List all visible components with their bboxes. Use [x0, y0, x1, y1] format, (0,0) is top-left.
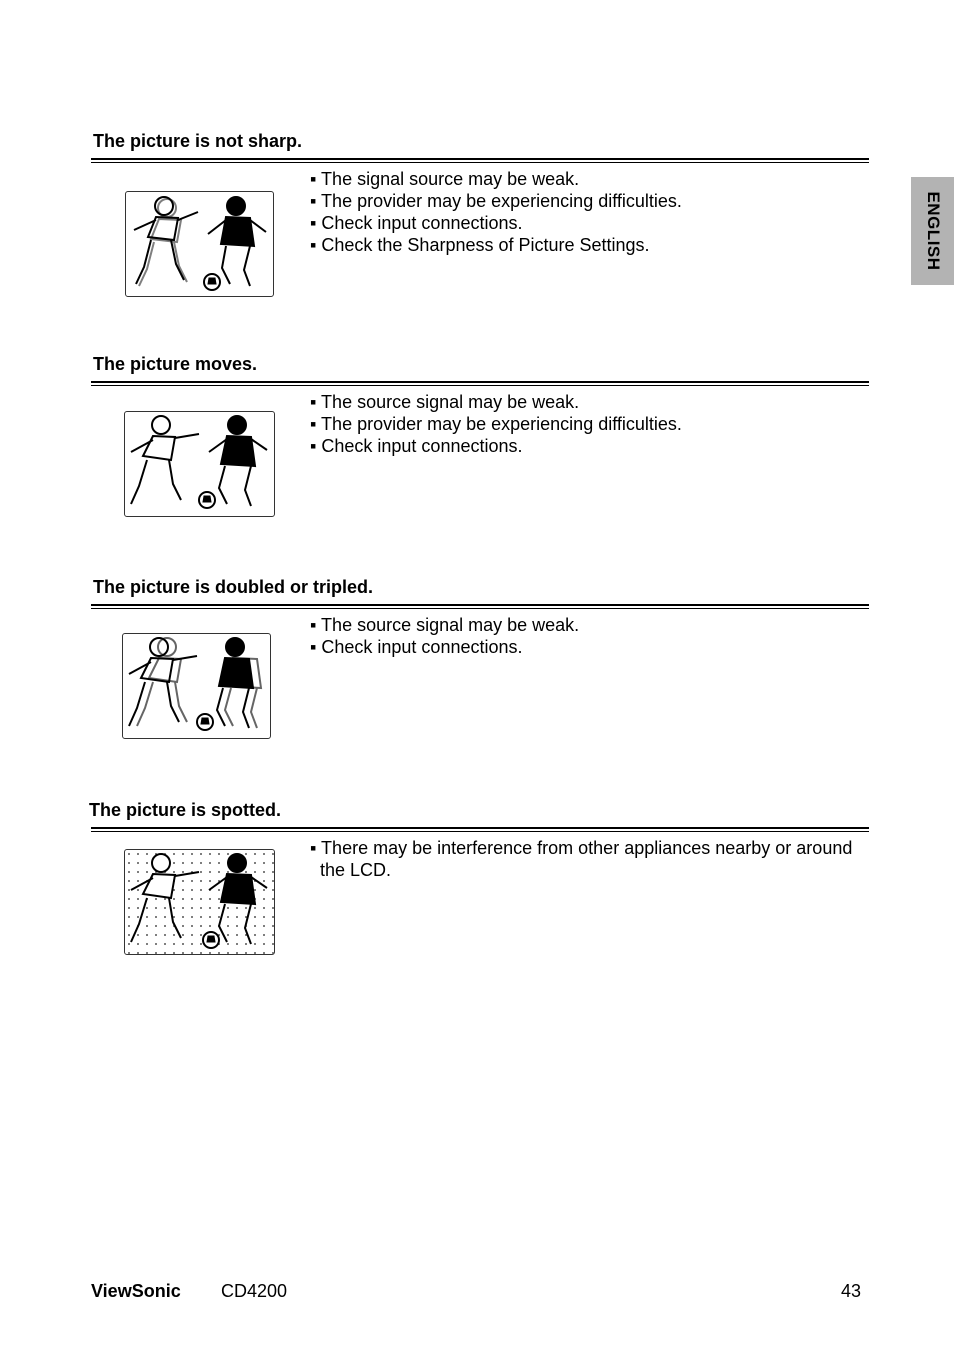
section-not-sharp [0, 131, 954, 291]
section-rule [91, 608, 869, 609]
cause-item: ▪ There may be interference from other appliances nearby or around the LCD. [310, 838, 853, 880]
section-title: The picture is spotted. [89, 800, 282, 820]
section-rule [91, 604, 869, 606]
cause-item: ▪ Check the Sharpness of Picture Settings. [310, 235, 650, 255]
cause-item: ▪ The provider may be experiencing difficulties. [310, 414, 682, 434]
language-tab-label: ENGLISH [923, 191, 943, 271]
footer-brand: ViewSonic [91, 1281, 181, 1301]
cause-item: ▪ The source signal may be weak. [310, 615, 580, 635]
cause-item: ▪ The source signal may be weak. [310, 392, 580, 412]
cause-list [310, 391, 682, 457]
section-moves [0, 354, 954, 514]
cause-list [310, 168, 682, 256]
cause-list [310, 614, 579, 658]
section-rule [91, 385, 869, 386]
section-rule [91, 158, 869, 160]
soccer-illustration-ghosting [122, 633, 271, 739]
soccer-illustration-spotted [124, 849, 275, 955]
section-title: The picture is not sharp. [93, 131, 303, 151]
soccer-illustration-moving [124, 411, 275, 517]
page-number: 43 [841, 1281, 862, 1301]
section-rule [91, 827, 869, 829]
section-rule [91, 162, 869, 163]
section-rule [91, 831, 869, 832]
cause-item: ▪ The signal source may be weak. [310, 169, 580, 189]
section-title: The picture moves. [93, 354, 258, 374]
cause-item: ▪ Check input connections. [310, 213, 523, 233]
footer-model: CD4200 [221, 1281, 288, 1301]
section-doubled [0, 577, 954, 737]
soccer-illustration-blurry [125, 191, 274, 297]
section-rule [91, 381, 869, 383]
cause-item: ▪ Check input connections. [310, 436, 523, 456]
cause-item: ▪ The provider may be experiencing difficulties. [310, 191, 682, 211]
cause-item: ▪ Check input connections. [310, 637, 523, 657]
cause-list [310, 837, 860, 881]
section-spotted [0, 800, 954, 960]
section-title: The picture is doubled or tripled. [93, 577, 374, 597]
